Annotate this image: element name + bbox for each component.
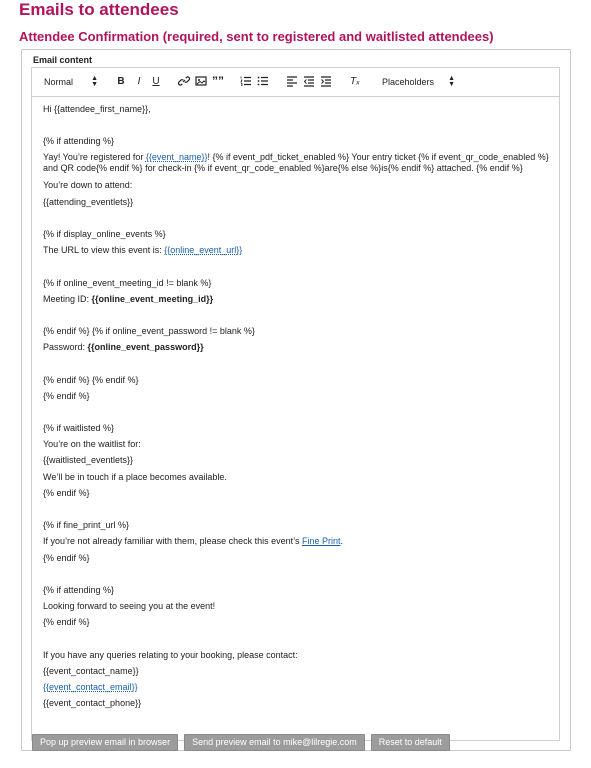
content-line: {{waitlisted_eventlets}} (43, 455, 134, 465)
format-select-value: Normal (44, 77, 74, 87)
content-line (43, 294, 213, 305)
bold-button[interactable]: B (117, 75, 125, 87)
reset-to-default-button[interactable]: Reset to default (371, 734, 450, 751)
content-line: {% endif %} (43, 391, 90, 401)
italic-button[interactable]: I (137, 75, 141, 87)
content-line (43, 152, 553, 174)
indent-decrease-button[interactable] (302, 74, 316, 88)
select-arrows-icon: ▲ ▼ (448, 75, 455, 88)
content-text: Yay! You’re registered for (43, 152, 146, 162)
password-placeholder: {{online_event_password}} (87, 342, 204, 352)
indent-icon (320, 75, 332, 87)
placeholders-select[interactable] (382, 76, 455, 88)
editor-toolbar (32, 68, 559, 97)
content-line: {% if waitlisted %} (43, 423, 115, 433)
email-actions (32, 734, 450, 751)
ordered-list-button[interactable] (239, 74, 253, 88)
ordered-list-icon (240, 75, 252, 87)
placeholders-select-value: Placeholders (382, 77, 435, 87)
event-name-placeholder: {{event_name}} (145, 152, 208, 162)
online-event-url-placeholder: {{online_event_url}} (164, 245, 243, 255)
image-icon (195, 75, 207, 87)
clear-format-button[interactable]: Tₓ (350, 75, 360, 87)
content-line: If you have any queries relating to your booking, please contact: (43, 650, 298, 660)
content-line: {% endif %} {% endif %} (43, 375, 139, 385)
content-line (43, 245, 242, 256)
content-line: {% if attending %} (43, 136, 115, 146)
content-line: {{event_contact_phone}} (43, 698, 142, 708)
content-line (43, 536, 343, 547)
content-text: ! {% if event_pdf_ticket_enabled %} Your entry ticket {% if event_qr_code_enabled %} and QR code{% endif %} for check-in {% if event_qr_code_enabled %}are{% else %}is{% endif %} attached. {% endif %} (43, 152, 549, 173)
underline-button[interactable]: U (152, 75, 160, 87)
content-line: We’ll be in touch if a place becomes available. (43, 472, 227, 482)
content-line: {{event_contact_name}} (43, 666, 139, 676)
align-left-icon (286, 75, 298, 87)
content-text: Password: (43, 342, 88, 352)
align-button[interactable] (285, 74, 299, 88)
content-line: You’re down to attend: (43, 180, 133, 190)
content-text: Meeting ID: (43, 294, 92, 304)
content-line: {% if attending %} (43, 585, 115, 595)
select-arrows-icon: ▲ ▼ (91, 75, 98, 88)
rich-text-editor[interactable] (31, 67, 560, 741)
email-content-panel (21, 49, 571, 751)
page-heading: Emails to attendees (19, 0, 179, 19)
fine-print-link[interactable]: Fine Print (301, 536, 341, 546)
image-button[interactable] (194, 74, 208, 88)
link-icon (178, 75, 190, 87)
content-text: If you’re not already familiar with them, please check this event’s (43, 536, 302, 546)
indent-increase-button[interactable] (319, 74, 333, 88)
send-preview-email-button[interactable]: Send preview email to mike@lilregie.com (184, 734, 365, 751)
content-line: Hi {{attendee_first_name}}, (43, 104, 151, 114)
meeting-id-placeholder: {{online_event_meeting_id}} (91, 294, 214, 304)
content-line: You’re on the waitlist for: (43, 439, 141, 449)
content-line: {% if display_online_events %} (43, 229, 166, 239)
outdent-icon (303, 75, 315, 87)
content-line: {% endif %} (43, 488, 90, 498)
content-line (43, 342, 204, 353)
content-text: The URL to view this event is: (43, 245, 165, 255)
bullet-list-button[interactable] (256, 74, 270, 88)
email-content-label: Email content (33, 55, 93, 65)
content-text: . (340, 536, 343, 546)
bullet-list-icon (257, 75, 269, 87)
format-select[interactable] (44, 76, 98, 88)
blockquote-button[interactable]: ”” (212, 74, 224, 88)
content-line: {% endif %} {% if online_event_password != blank %} (43, 326, 255, 336)
content-line: Looking forward to seeing you at the event! (43, 601, 216, 611)
preview-in-browser-button[interactable]: Pop up preview email in browser (32, 734, 178, 751)
content-line: {{attending_eventlets}} (43, 197, 134, 207)
content-line: {% endif %} (43, 553, 90, 563)
event-contact-email-placeholder: {{event_contact_email}} (43, 682, 138, 692)
content-line: {% if online_event_meeting_id != blank %} (43, 278, 212, 288)
content-line: {% endif %} (43, 617, 90, 627)
link-button[interactable] (177, 74, 191, 88)
section-title: Attendee Confirmation (required, sent to registered and waitlisted attendees) (19, 29, 494, 44)
content-line: {% if fine_print_url %} (43, 520, 130, 530)
